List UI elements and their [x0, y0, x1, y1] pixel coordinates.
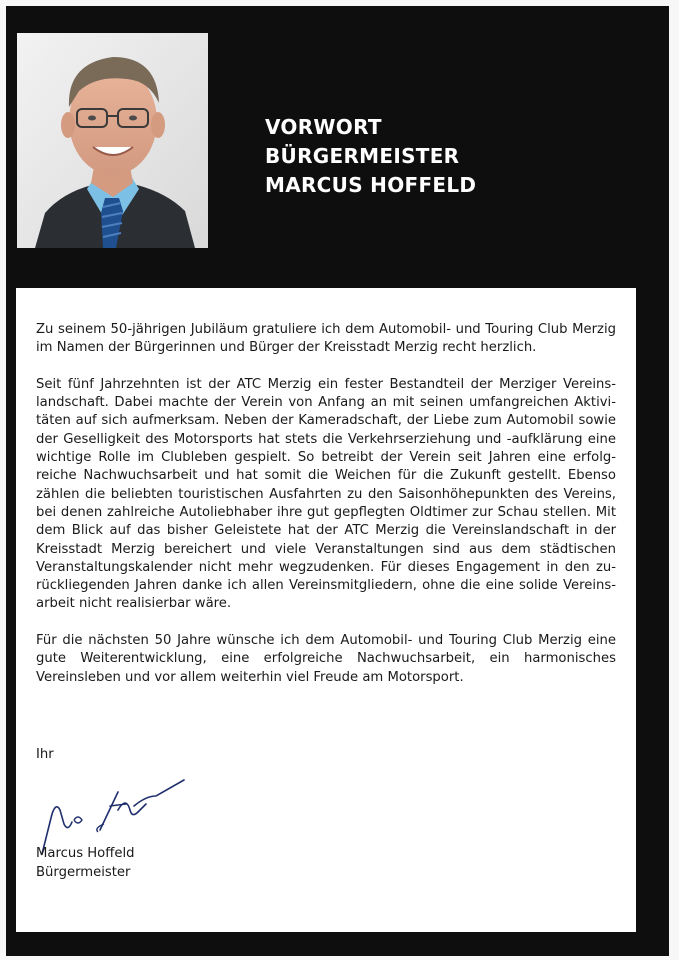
- signature-block: [36, 844, 134, 882]
- signatory-name: Marcus Hoffeld: [36, 846, 135, 861]
- handwritten-signature: [34, 766, 194, 856]
- signatory-role: Bürgermeister: [36, 865, 131, 880]
- title-line-2: BÜRGERMEISTER: [265, 144, 460, 168]
- portrait-photo: [17, 33, 208, 248]
- body-text: [36, 321, 616, 705]
- paragraph-1: Zu seinem 50-jährigen Jubiläum gratuliere ich dem Automobil- und Touring Club Merzig im Namen der Bürgerinnen und Bürger der Kreisstadt Merzig recht herzlich.: [36, 322, 616, 356]
- closing-greeting: Ihr: [36, 747, 54, 762]
- content-box: [16, 288, 636, 932]
- paragraph-2: Seit fünf Jahrzehnten ist der ATC Merzig ein fester Bestandteil der Merziger Vereinslandschaft. Dabei machte der Verein von Anfang an mit seinen umfangreichen Aktivitäten auf sich aufmerksam. Neben der Kameradschaft, der Liebe zum Automobil sowie der Geselligkeit des Motorsports hat stets die Verkehrserziehung und -aufklärung eine wichtige Rolle im Clubleben gespielt. So betreibt der Verein seit Jahren eine erfolgreiche Nachwuchsarbeit und hat somit die Weichen für die Zukunft gestellt. Ebenso zählen die beliebten touristischen Ausfahrten zu den Saisonhöhepunkten des Vereins, bei denen zahlreiche Autoliebhaber ihre gut gepflegten Oldtimer zur Schau stellen. Mit dem Blick auf das bisher Geleistete hat der ATC Merzig die Vereinslandschaft in der Kreisstadt Merzig bereichert und viele Veranstaltungen sind aus dem städtischen Veranstaltungskalender nicht mehr wegzudenken. Für dieses Engagement in den zurückliegenden Jahren danke ich allen Vereinsmitgliedern, ohne die eine solide Vereinsarbeit nicht realisierbar wäre.: [36, 376, 616, 612]
- title-line-3: MARCUS HOFFELD: [265, 173, 477, 197]
- title-line-1: VORWORT: [265, 115, 382, 139]
- paragraph-3: Für die nächsten 50 Jahre wünsche ich dem Automobil- und Touring Club Merzig eine gute Weiterentwicklung, eine erfolgreiche Nachwuchsarbeit, ein harmonisches Vereinsleben und vor allem weiterhin viel Freude am Motorsport.: [36, 633, 616, 685]
- page-title: [265, 113, 476, 200]
